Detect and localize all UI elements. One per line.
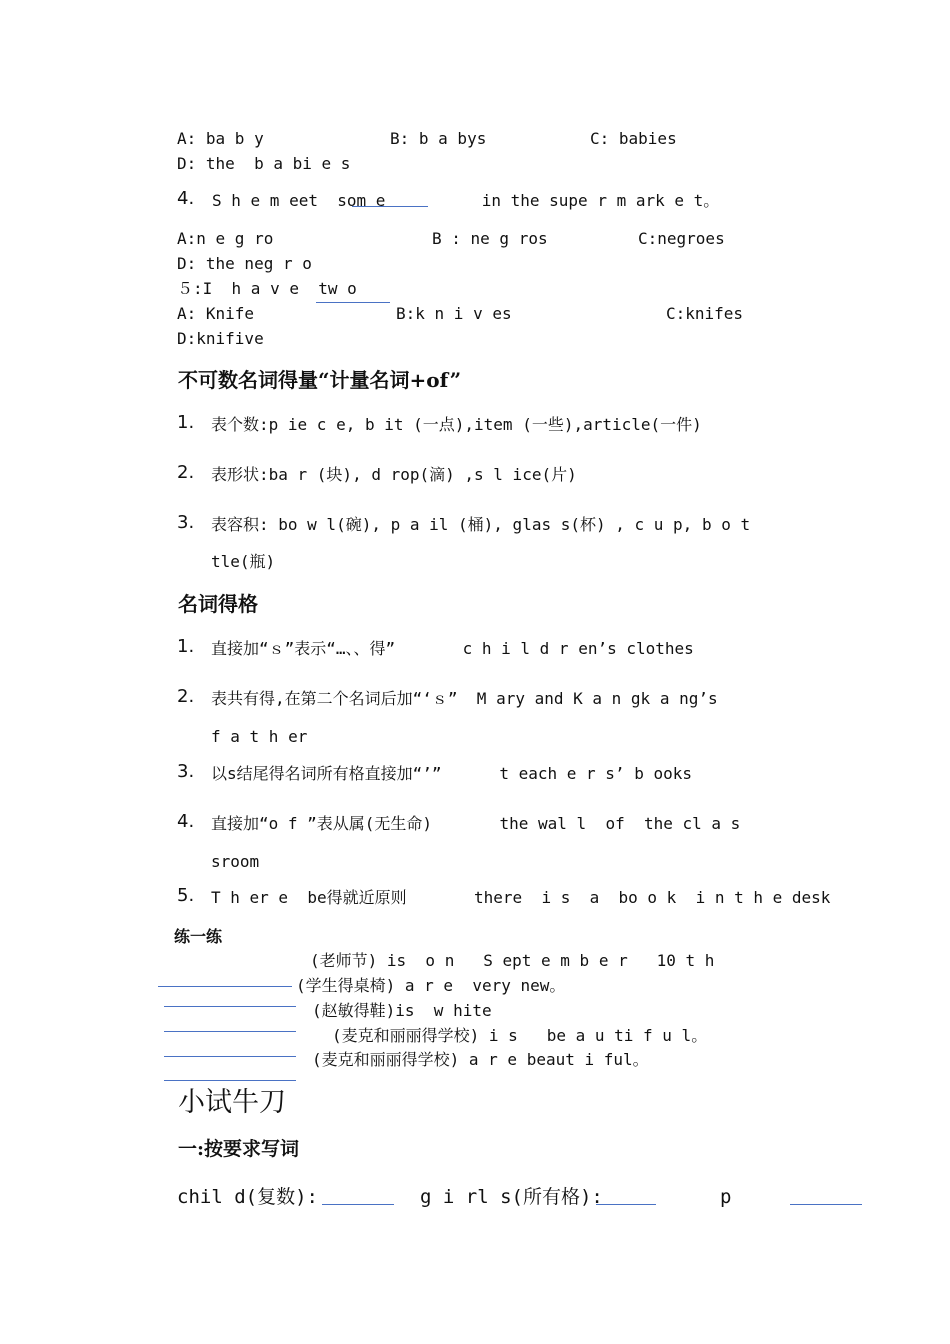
possessive-item-4-continuation: sroom	[211, 852, 260, 871]
trial-subtitle: 一:按要求写词	[178, 1138, 300, 1160]
q5-option-b: B:k n i v es	[396, 304, 512, 323]
possessive-item-2-continuation: f a t h er	[211, 727, 308, 746]
practice-blank-3[interactable]	[164, 1006, 296, 1007]
uncountable-item-3-text: 表容积: bo w l(碗), p a il (桶), glas s(杯) , c u p, b o t	[211, 515, 751, 534]
q3-option-c: C: babies	[590, 129, 677, 148]
q5-option-a: A: Knife	[177, 304, 255, 323]
q5-option-d: D:knifive	[177, 329, 264, 348]
possessive-item-1-number: 1.	[177, 636, 195, 657]
practice-line-2: (学生得桌椅) a r e very new。	[296, 976, 566, 995]
trial-blank-p[interactable]	[790, 1204, 862, 1205]
q3-option-d: D: the b a bi e s	[177, 154, 351, 173]
trial-word-child: chil d(复数):	[177, 1186, 318, 1208]
practice-blank-5[interactable]	[164, 1056, 296, 1057]
q4-option-c: C:negroes	[638, 229, 725, 248]
trial-word-p: p	[720, 1186, 732, 1208]
uncountable-item-3-number: 3.	[177, 512, 195, 533]
uncountable-item-2-number: 2.	[177, 462, 195, 483]
possessive-item-3-number: 3.	[177, 761, 195, 782]
trial-title: 小试牛刀	[178, 1087, 286, 1118]
possessive-item-1-text: 直接加“ｓ”表示“…、、得” c h i l d r en’s clothes	[211, 639, 694, 658]
practice-line-3: (赵敏得鞋)is w hite	[312, 1001, 492, 1020]
practice-blank-4[interactable]	[164, 1031, 296, 1032]
uncountable-item-1-text: 表个数:p ie c e, b it (一点),item (一些),article(一件)	[211, 415, 702, 434]
possessive-item-4-text: 直接加“o f ”表从属(无生命) the wal l of the cl a s	[211, 814, 741, 833]
uncountable-item-1-number: 1.	[177, 412, 195, 433]
practice-line-5: (麦克和丽丽得学校) a r e beaut i ful。	[312, 1050, 649, 1069]
possessive-item-3-text: 以s结尾得名词所有格直接加“’” t each e r s’ b ooks	[211, 764, 692, 783]
practice-title: 练一练	[174, 927, 223, 946]
section-title-uncountable: 不可数名词得量“计量名词+of”	[178, 368, 462, 392]
trial-word-girls: g i rl s(所有格):	[420, 1186, 603, 1208]
q4-number: 4.	[177, 188, 195, 209]
possessive-item-4-number: 4.	[177, 811, 195, 832]
q5-option-c: C:knifes	[666, 304, 744, 323]
uncountable-item-2-text: 表形状:ba r (块), d rop(滴) ,s l ice(片)	[211, 465, 577, 484]
trial-blank-child[interactable]	[322, 1204, 394, 1205]
q4-option-d: D: the neg r o	[177, 254, 312, 273]
possessive-item-5-number: 5.	[177, 885, 195, 906]
q4-stem: S h e m eet som e in the supe r m ark e t。	[212, 191, 720, 210]
q4-option-a: A:n e g ro	[177, 229, 274, 248]
q5-stem: ５:I h a v e tw o	[177, 279, 357, 298]
q4-answer-blank[interactable]	[352, 206, 428, 207]
section-title-possessive: 名词得格	[178, 592, 258, 616]
practice-line-1: (老师节) is o n S ept e m b e r 10 t h	[310, 951, 715, 970]
q3-option-a: A: ba b y	[177, 129, 264, 148]
uncountable-item-3-continuation: tle(瓶)	[211, 552, 276, 571]
possessive-item-2-number: 2.	[177, 686, 195, 707]
trial-blank-girls[interactable]	[596, 1204, 656, 1205]
possessive-item-5-text: T h er e be得就近原则 there i s a bo o k i n t h e desk	[211, 888, 831, 907]
possessive-item-2-text: 表共有得,在第二个名词后加“‘ｓ” M ary and K a n gk a ng’s	[211, 689, 718, 708]
q3-option-b: B: b a bys	[390, 129, 487, 148]
practice-line-4: (麦克和丽丽得学校) i s be a u ti f u l。	[332, 1026, 708, 1045]
q4-option-b: B : ne g ros	[432, 229, 548, 248]
q5-answer-blank[interactable]	[316, 302, 390, 303]
practice-blank-2[interactable]	[158, 986, 292, 987]
